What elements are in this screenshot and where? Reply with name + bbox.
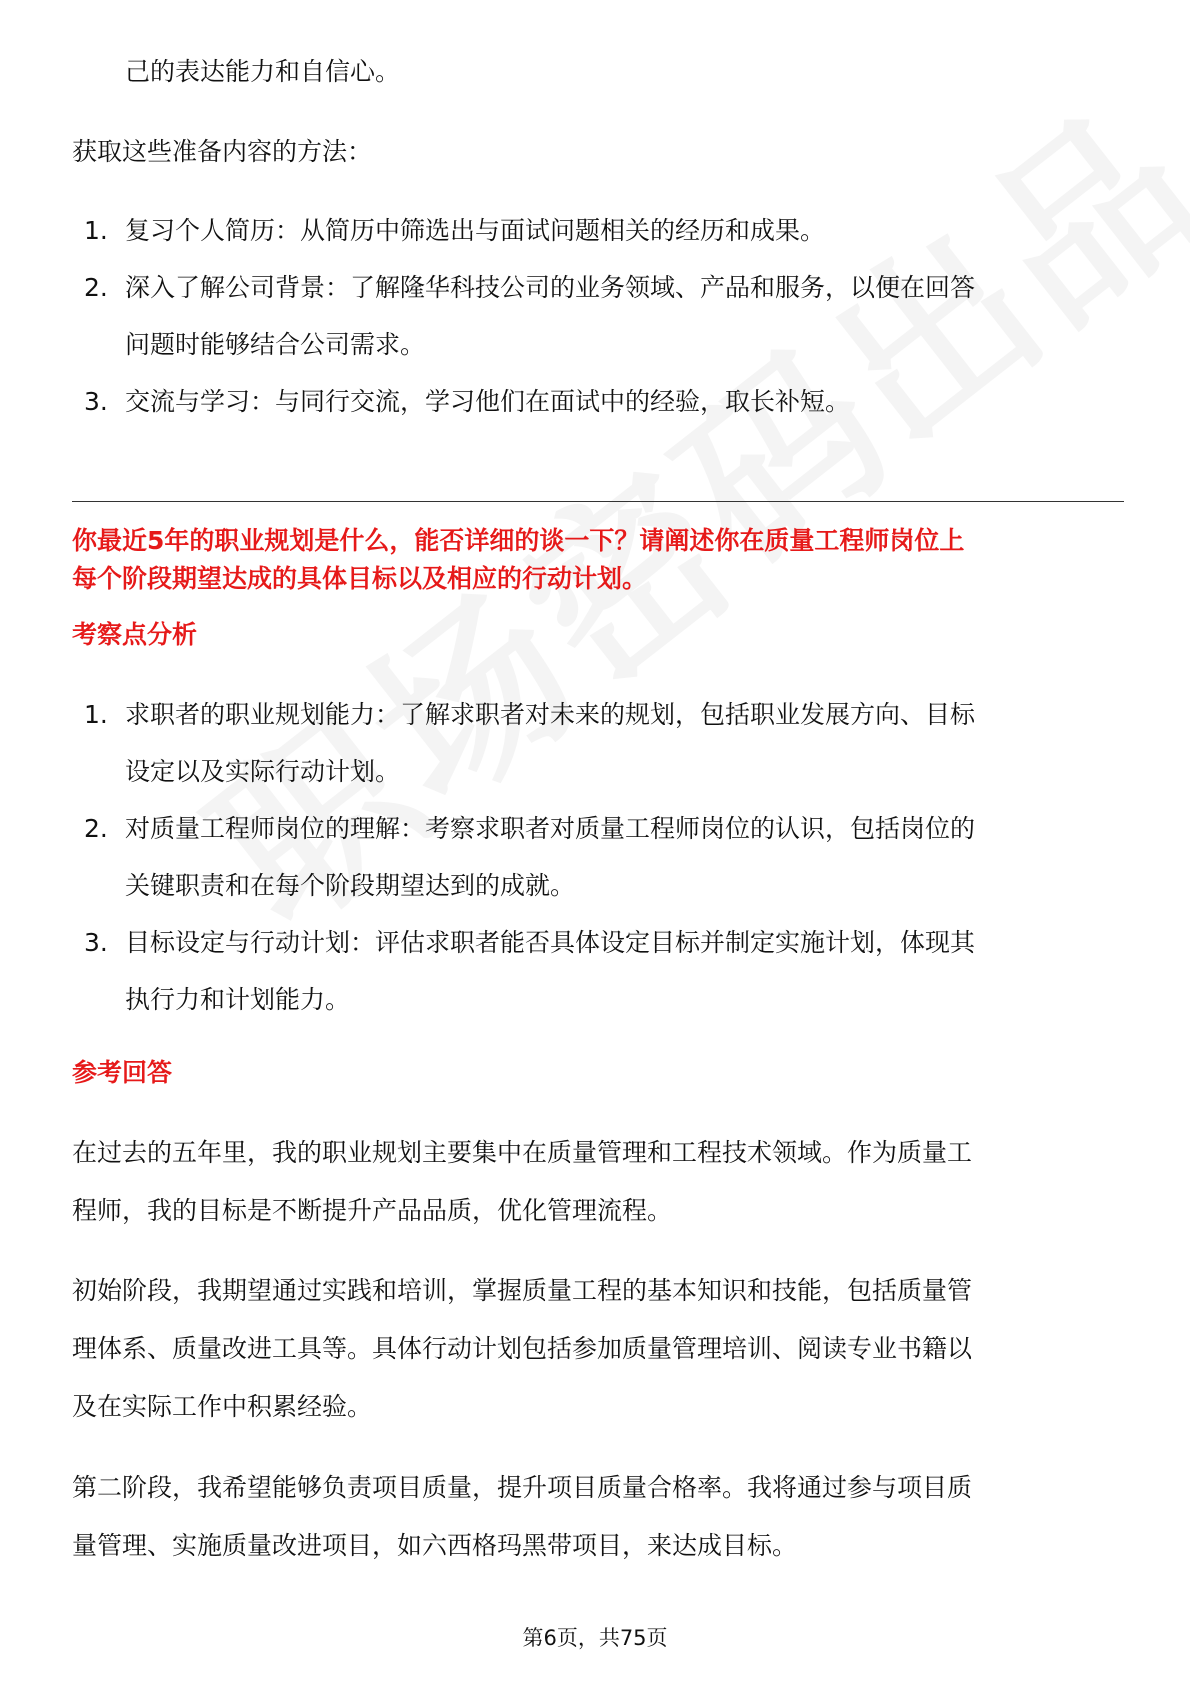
list-item-line: 问题时能够结合公司需求。	[125, 330, 426, 359]
list-number: 2.	[84, 814, 108, 843]
list-number: 3.	[84, 928, 108, 957]
reference-paragraph	[72, 1124, 972, 1240]
methods-list	[0, 202, 1190, 430]
reference-title: 参考回答	[72, 1058, 173, 1087]
list-item-line: 交流与学习：与同行交流，学习他们在面试中的经验，取长补短。	[125, 387, 851, 416]
list-number: 3.	[84, 387, 108, 416]
paragraph-line: 初始阶段，我期望通过实践和培训，掌握质量工程的基本知识和技能，包括质量管	[72, 1276, 973, 1305]
list-item	[0, 914, 1190, 1028]
paragraph-line: 第二阶段，我希望能够负责项目质量，提升项目质量合格率。我将通过参与项目质	[72, 1473, 973, 1502]
list-item-line: 深入了解公司背景：了解隆华科技公司的业务领域、产品和服务，以便在回答	[125, 273, 976, 302]
question-line: 每个阶段期望达成的具体目标以及相应的行动计划。	[72, 564, 648, 593]
list-item	[0, 373, 1190, 430]
analysis-title: 考察点分析	[72, 620, 198, 649]
question-heading	[72, 522, 964, 598]
list-item-line: 求职者的职业规划能力：了解求职者对未来的规划，包括职业发展方向、目标	[125, 700, 976, 729]
list-item-line: 关键职责和在每个阶段期望达到的成就。	[125, 871, 576, 900]
list-item-line: 对质量工程师岗位的理解：考察求职者对质量工程师岗位的认识，包括岗位的	[125, 814, 976, 843]
list-item	[0, 259, 1190, 373]
paragraph-line: 理体系、质量改进工具等。具体行动计划包括参加质量管理培训、阅读专业书籍以	[72, 1334, 973, 1363]
list-item	[0, 800, 1190, 914]
reference-paragraph	[72, 1459, 972, 1575]
continuation-line: 己的表达能力和自信心。	[125, 57, 401, 86]
list-item	[0, 202, 1190, 259]
paragraph-line: 量管理、实施质量改进项目，如六西格玛黑带项目，来达成目标。	[72, 1531, 798, 1560]
methods-heading: 获取这些准备内容的方法：	[72, 137, 373, 166]
list-item-line: 目标设定与行动计划：评估求职者能否具体设定目标并制定实施计划，体现其	[125, 928, 976, 957]
list-item	[0, 686, 1190, 800]
list-item-line: 复习个人简历：从简历中筛选出与面试问题相关的经历和成果。	[125, 216, 826, 245]
paragraph-line: 在过去的五年里，我的职业规划主要集中在质量管理和工程技术领域。作为质量工	[72, 1138, 973, 1167]
paragraph-line: 及在实际工作中积累经验。	[72, 1392, 373, 1421]
list-number: 1.	[84, 700, 108, 729]
question-line: 你最近5年的职业规划是什么，能否详细的谈一下？请阐述你在质量工程师岗位上	[72, 526, 965, 555]
analysis-list	[0, 686, 1190, 1028]
list-number: 1.	[84, 216, 108, 245]
list-number: 2.	[84, 273, 108, 302]
reference-paragraph	[72, 1262, 972, 1436]
list-item-line: 执行力和计划能力。	[125, 985, 351, 1014]
list-item-line: 设定以及实际行动计划。	[125, 757, 401, 786]
page-number: 第6页，共75页	[522, 1626, 668, 1650]
section-divider	[72, 501, 1124, 502]
paragraph-line: 程师，我的目标是不断提升产品品质，优化管理流程。	[72, 1196, 673, 1225]
